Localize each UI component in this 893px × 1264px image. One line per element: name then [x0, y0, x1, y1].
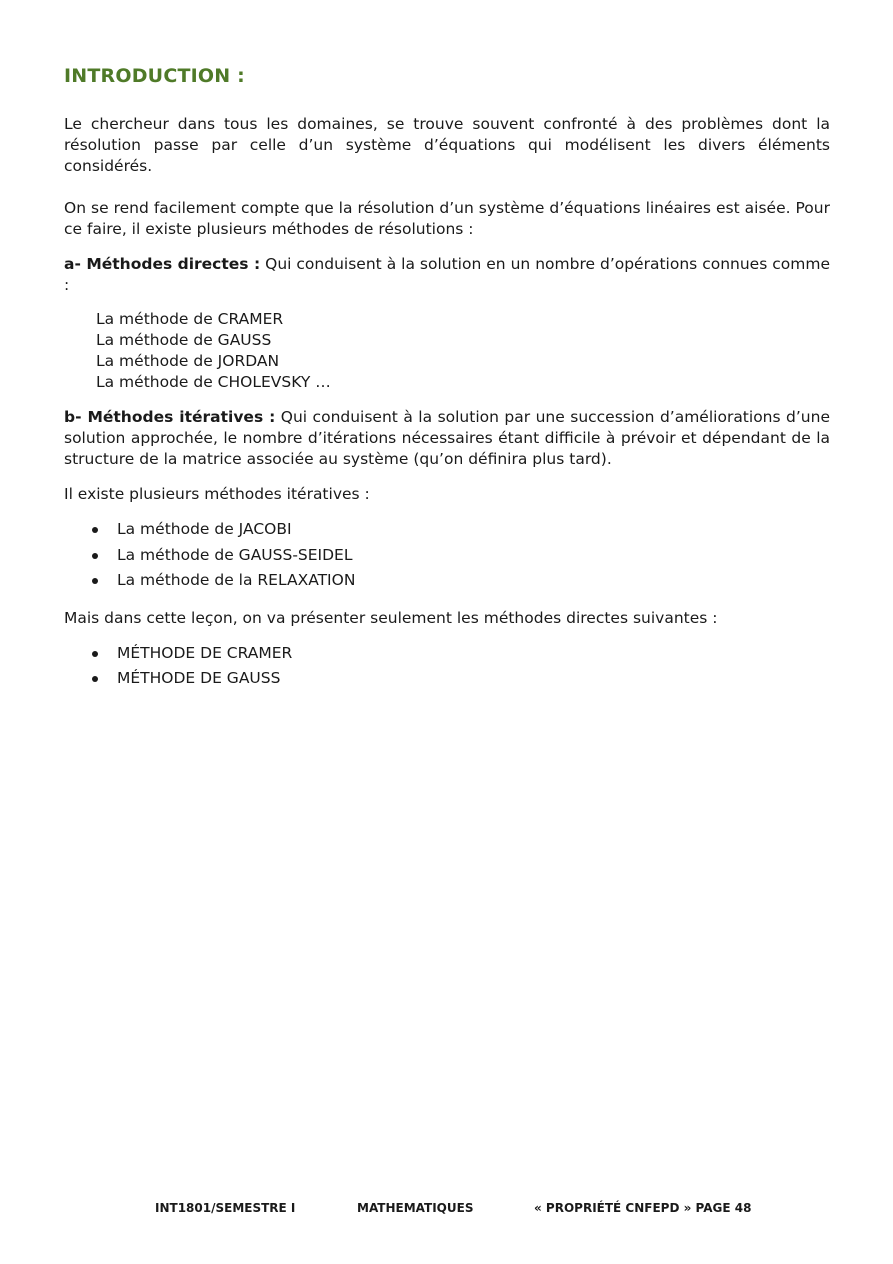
lesson-methods-list — [64, 641, 830, 692]
page-footer — [0, 1201, 893, 1219]
list-item — [64, 517, 830, 543]
iterative-methods-text: Qui conduisent à la solution par une succession d’améliorations d’une solution approchée, le nombre d’itérations nécessaires étant difficile à prévoir et dépendant de la structure de la matrice associée au système (qu’on définira plus tard). — [64, 408, 830, 468]
direct-methods-label: a- Méthodes directes : — [64, 255, 261, 273]
bullet-icon — [92, 553, 98, 559]
iterative-methods-paragraph — [64, 407, 830, 470]
list-item-label: La méthode de GAUSS-SEIDEL — [117, 545, 353, 564]
bullet-icon — [92, 527, 98, 533]
footer-page-number: « PROPRIÉTÉ CNFEPD » PAGE 48 — [534, 1201, 752, 1215]
bullet-icon — [92, 676, 98, 682]
list-item: La méthode de CRAMER — [96, 310, 284, 328]
list-item-label: La méthode de la RELAXATION — [117, 571, 356, 589]
list-item-label: MÉTHODE DE GAUSS — [117, 669, 281, 687]
direct-methods-paragraph — [64, 254, 830, 296]
list-item-label: MÉTHODE DE CRAMER — [117, 643, 293, 662]
iterative-methods-label: b- Méthodes itératives : — [64, 408, 276, 426]
footer-subject: MATHEMATIQUES — [357, 1201, 474, 1215]
list-item: La méthode de GAUSS — [96, 331, 272, 349]
section-heading: INTRODUCTION : — [64, 65, 245, 87]
resolution-paragraph: On se rend facilement compte que la résolution d’un système d’équations linéaires est aisée. Pour ce faire, il existe plusieurs méthodes de résolutions : — [64, 199, 830, 238]
list-item-label: La méthode de JACOBI — [117, 520, 292, 538]
list-item — [64, 543, 830, 569]
list-item — [64, 568, 830, 594]
bullet-icon — [92, 578, 98, 584]
iterative-methods-list — [64, 517, 830, 594]
list-item — [64, 641, 830, 667]
list-item: La méthode de CHOLEVSKY … — [96, 373, 331, 391]
direct-methods-text: Qui conduisent à la solution en un nombre d’opérations connues comme : — [64, 255, 830, 294]
intro-paragraph: Le chercheur dans tous les domaines, se trouve souvent confronté à des problèmes dont la résolution passe par celle d’un système d’équations qui modélisent les divers éléments considérés. — [64, 115, 830, 175]
bullet-icon — [92, 651, 98, 657]
footer-course: INT1801/SEMESTRE I — [155, 1201, 296, 1215]
list-item: La méthode de JORDAN — [96, 352, 280, 370]
lesson-intro-paragraph: Mais dans cette leçon, on va présenter seulement les méthodes directes suivantes : — [64, 608, 718, 627]
page-content — [64, 62, 830, 692]
direct-methods-list — [96, 309, 830, 393]
iterative-intro-paragraph: Il existe plusieurs méthodes itératives : — [64, 485, 370, 503]
list-item — [64, 666, 830, 692]
